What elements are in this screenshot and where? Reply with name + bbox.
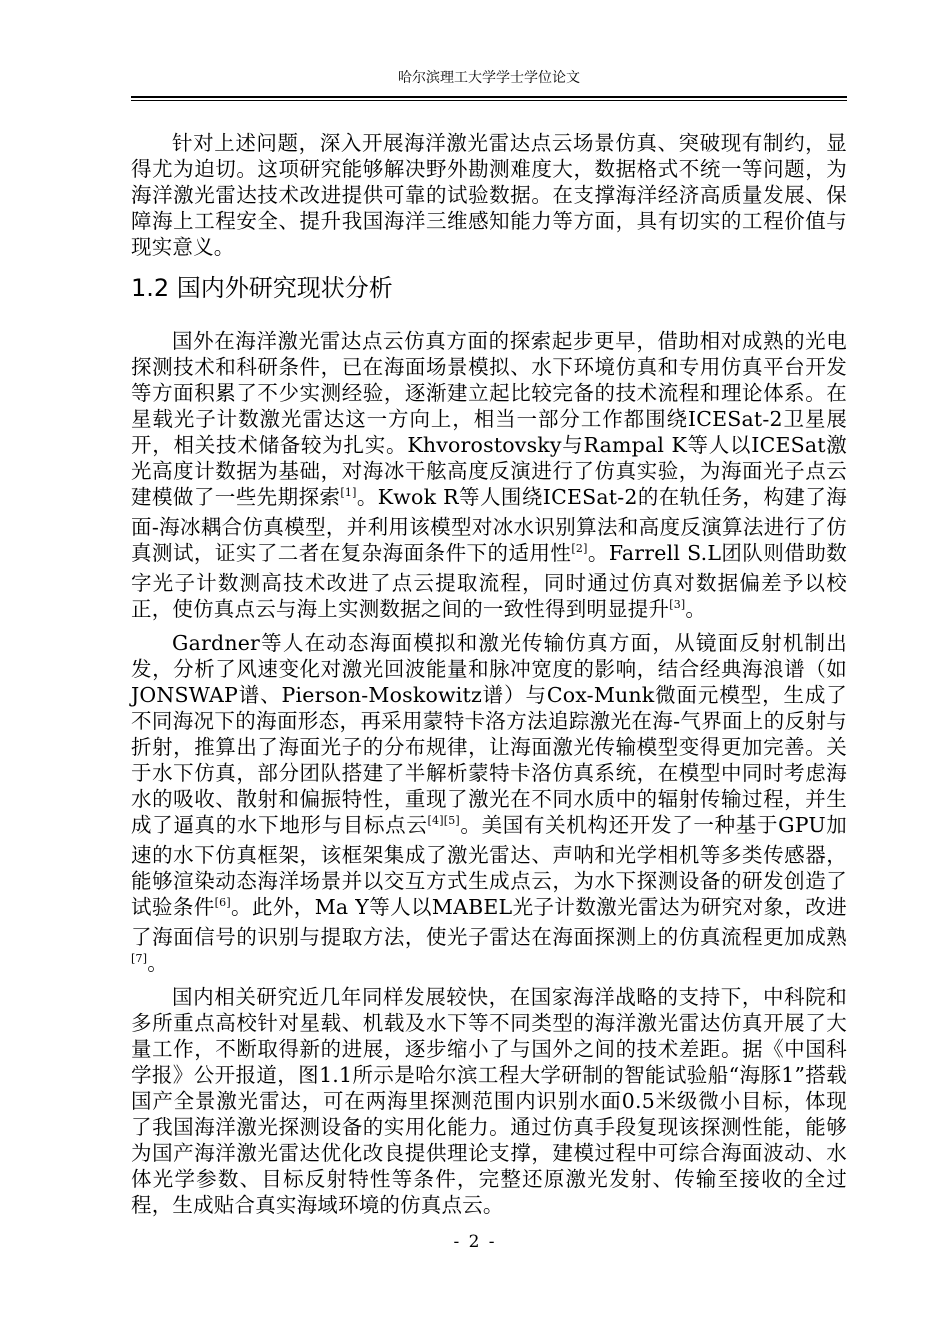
text-run: 。此外，Ma Y等人以MABEL光子计数激光雷达为研究对象，改进了海面信号的识别与提取方法，使光子雷达在海面探测上的仿真流程更加成熟 [131, 895, 847, 949]
page-number: - 2 - [453, 1232, 497, 1252]
text-run: 国外在海洋激光雷达点云仿真方面的探索起步更早，借助相对成熟的光电探测技术和科研条件，已在海面场景模拟、水下环境仿真和专用仿真平台开发等方面积累了不少实测经验，逐渐建立起比较完备的技术流程和理论体系。在星载光子计数激光雷达这一方向上，相当一部分工作都围绕ICESat-2卫星展开，相关技术储备较为扎实。Khvorostovsky与Rampal K等人以ICESat激光高度计数据为基础，对海冰干舷高度反演进行了仿真实验，为海面光子点云建模做了一些先期探索 [131, 329, 847, 509]
citation-ref: [6] [214, 896, 231, 909]
text-run: 。 [147, 951, 168, 975]
header-rule-thin [131, 100, 847, 101]
citation-ref: [7] [131, 952, 148, 965]
text-run: 。Farrell S.L团队则借助数字光子计数测高技术改进了点云提取流程，同时通过仿真对数据偏差予以校正，使仿真点云与海上实测数据之间的一致性得到明显提升 [131, 541, 847, 621]
heading-spacer [131, 308, 847, 328]
citation-ref: [2] [571, 542, 588, 555]
paragraph-domestic-research: 国内相关研究近几年同样发展较快，在国家海洋战略的支持下，中科院和多所重点高校针对星载、机载及水下等不同类型的海洋激光雷达仿真开展了大量工作，不断取得新的进展，逐步缩小了与国外之间的技术差距。据《中国科学报》公开报道，图1.1所示是哈尔滨工程大学研制的智能试验船“海豚1”搭载国产全景激光雷达，可在两海里探测范围内识别水面0.5米级微小目标，体现了我国海洋激光探测设备的实用化能力。通过仿真手段复现该探测性能，能够为国产海洋激光雷达优化改良提供理论支撑，建模过程中可综合海面波动、水体光学参数、目标反射特性等条件，完整还原激光发射、传输至接收的全过程，生成贴合真实海域环境的仿真点云。 [131, 985, 847, 1217]
citation-ref: [1] [340, 486, 357, 499]
header-rule-thick [131, 96, 847, 98]
citation-ref: [3] [669, 598, 686, 611]
paragraph-gardner-research [131, 630, 847, 980]
citation-ref: [4][5] [427, 814, 460, 827]
section-heading: 1.2 国内外研究现状分析 [131, 274, 393, 302]
page-body [131, 130, 847, 1218]
paragraph-foreign-research [131, 328, 847, 626]
paragraph-intro: 针对上述问题，深入开展海洋激光雷达点云场景仿真、突破现有制约，显得尤为迫切。这项研究能够解决野外勘测难度大，数据格式不统一等问题，为海洋激光雷达技术改进提供可靠的试验数据。在支撑海洋经济高质量发展、保障海上工程安全、提升我国海洋三维感知能力等方面，具有切实的工程价值与现实意义。 [131, 131, 847, 259]
text-run: 。美国有关机构还开发了一种基于GPU加速的水下仿真框架，该框架集成了激光雷达、声呐和光学相机等多类传感器，能够渲染动态海洋场景并以交互方式生成点云，为水下探测设备的研发创造了试验条件 [131, 813, 847, 919]
text-run: Gardner等人在动态海面模拟和激光传输仿真方面，从镜面反射机制出发，分析了风速变化对激光回波能量和脉冲宽度的影响，结合经典海浪谱（如JONSWAP谱、Pierson-Moskowitz谱）与Cox-Munk微面元模型，生成了不同海况下的海面形态，再采用蒙特卡洛方法追踪激光在海-气界面上的反射与折射，推算出了海面光子的分布规律，让海面激光传输模型变得更加完善。关于水下仿真，部分团队搭建了半解析蒙特卡洛仿真系统，在模型中同时考虑海水的吸收、散射和偏振特性，重现了激光在不同水质中的辐射传输过程，并生成了逼真的水下地形与目标点云 [131, 631, 847, 837]
running-header: 哈尔滨理工大学学士学位论文 [398, 70, 580, 86]
text-run: 。Kwok R等人围绕ICESat-2的在轨任务，构建了海面-海冰耦合仿真模型，并利用该模型对冰水识别算法和高度反演算法进行了仿真测试，证实了二者在复杂海面条件下的适用性 [131, 485, 848, 565]
text-run: 。 [685, 597, 707, 621]
